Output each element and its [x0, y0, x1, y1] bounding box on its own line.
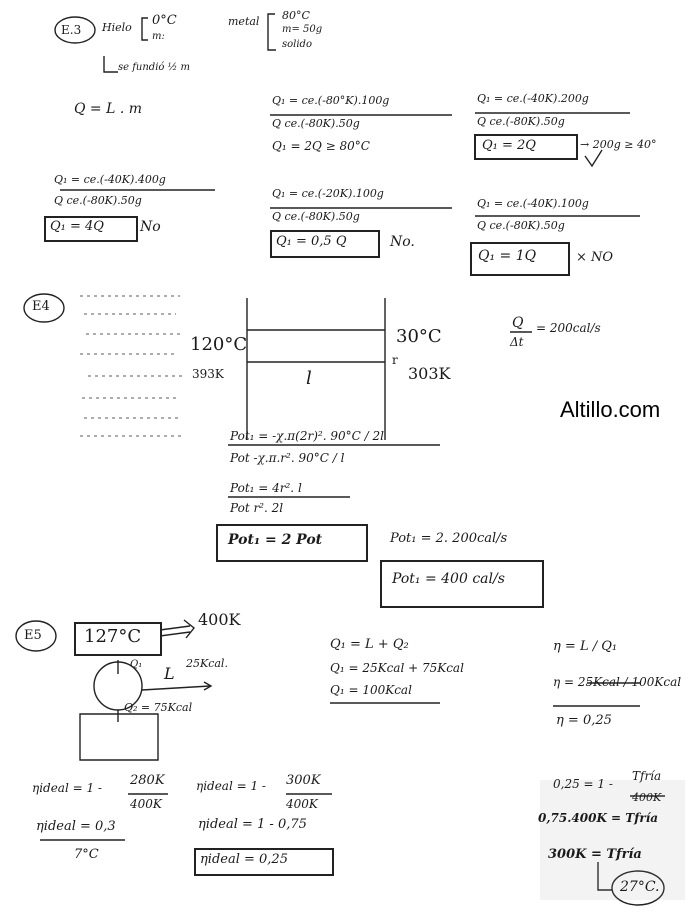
e5-ideal2-bot: 400K [286, 797, 318, 811]
e5-q1-label: Q₁ [130, 659, 143, 670]
e5-eq2: Q₁ = 25Kcal + 75Kcal [330, 661, 464, 675]
e4-p5: Pot₁ = 400 cal/s [392, 571, 505, 587]
e4-p3: Pot₁ = 2 Pot [228, 532, 323, 548]
e5-q2-val: Q₂ = 75Kcal [124, 701, 193, 714]
e4-t-left: 120°C [190, 334, 248, 355]
e3-c1b-no: No. [390, 234, 415, 250]
e3-label: E.3 [61, 23, 82, 37]
e5-l-val: 25Kcal. [186, 657, 228, 670]
e4-rate-num: Q [512, 315, 524, 331]
e4-p4: Pot₁ = 2. 200cal/s [390, 531, 508, 546]
e4-k-left: 393K [192, 367, 224, 381]
e5-ideal2-step: ηideal = 1 - 0,75 [198, 817, 307, 832]
e5-eq1: Q₁ = L + Q₂ [330, 637, 409, 652]
e5-r1-pre: 0,25 = 1 - [553, 777, 613, 791]
e3-c2-side: → 200g ≥ 40° [580, 138, 657, 151]
e5-eq3: Q₁ = 100Kcal [330, 683, 412, 697]
e3-c1-result: Q₁ = 2Q ≥ 80°C [272, 139, 370, 153]
e3-c1b-frac-bot: Q ce.(-80K).50g [272, 210, 360, 223]
e3-se-fundio: se fundió ½ m [118, 62, 190, 73]
e3-hielo-label: Hielo [102, 21, 132, 34]
e5-r1-bot: 400K [632, 791, 662, 804]
e5-r3: 300K = Tfría [548, 847, 642, 862]
e4-p2-num: Pot₁ = 4r². l [230, 481, 302, 495]
e5-ideal1-pre: ηideal = 1 - [32, 781, 102, 795]
e4-r-label: r [392, 353, 398, 367]
e5-ideal1-res: ηideal = 0,3 [36, 819, 116, 834]
e3-left-frac-top: Q₁ = ce.(-40K).400g [54, 173, 166, 186]
e5-l-label: L [164, 664, 175, 683]
e5-eta1: η = L / Q₁ [553, 639, 618, 654]
e3-left-no: No [140, 219, 161, 235]
e4-rate-den: Δt [510, 335, 524, 349]
e5-r4: 27°C. [620, 879, 660, 895]
e3-left-frac-bot: Q ce.(-80K).50g [54, 194, 142, 207]
e5-ideal1-top: 280K [130, 773, 165, 788]
e3-metal-state: solido [282, 39, 312, 50]
e3-c1-frac-top: Q₁ = ce.(-80°K).100g [272, 94, 390, 107]
e3-metal-label: metal [228, 15, 260, 28]
e5-ideal2-pre: ηideal = 1 - [196, 779, 266, 793]
e5-ideal2-top: 300K [286, 773, 321, 788]
e3-c1b-result: Q₁ = 0,5 Q [276, 234, 347, 249]
e3-metal-temp: 80°C [282, 9, 310, 22]
e3-q-eq: Q = L . m [74, 101, 143, 117]
e3-metal-m: m= 50g [282, 24, 323, 35]
e3-c2b-no: × NO [576, 250, 614, 265]
e3-c2b-result: Q₁ = 1Q [478, 248, 537, 264]
e4-t-right: 30°C [396, 326, 442, 347]
e5-eta2: η = 25Kcal / 100Kcal [553, 675, 682, 689]
e4-rate-val: = 200cal/s [536, 321, 601, 335]
e5-ideal1-bot: 400K [130, 797, 162, 811]
e4-p1-den: Pot -χ.π.r². 90°C / l [230, 451, 345, 465]
e4-p1-num: Pot₁ = -χ.π(2r)². 90°C / 2l [230, 429, 384, 443]
e3-c2b-frac-top: Q₁ = ce.(-40K).100g [477, 197, 589, 210]
e3-left-result: Q₁ = 4Q [50, 219, 104, 234]
e5-ideal1-note: 7°C [74, 847, 99, 862]
e3-hielo-m: m: [152, 31, 165, 42]
e4-label: E4 [32, 299, 50, 314]
e5-hot-temp: 127°C [84, 626, 142, 647]
e4-k-right: 303K [408, 364, 451, 383]
e3-c1-frac-bot: Q ce.(-80K).50g [272, 117, 360, 130]
e5-r2: 0,75.400K = Tfría [538, 811, 659, 825]
e4-p2-den: Pot r². 2l [230, 501, 284, 515]
e5-ideal2-res: ηideal = 0,25 [200, 852, 288, 867]
e5-eta3: η = 0,25 [556, 713, 612, 728]
e3-c2-frac-top: Q₁ = ce.(-40K).200g [477, 92, 589, 105]
e3-c1b-frac-top: Q₁ = ce.(-20K).100g [272, 187, 384, 200]
e5-hot-k: 400K [198, 610, 241, 629]
e3-hielo-temp: 0°C [152, 13, 177, 28]
e3-c2-frac-bot: Q ce.(-80K).50g [477, 115, 565, 128]
e4-l-label: l [306, 368, 312, 389]
watermark: Altillo.com [560, 397, 661, 422]
e5-r1-top: Tfría [632, 769, 662, 783]
e5-label: E5 [24, 628, 42, 643]
e3-c2-result: Q₁ = 2Q [482, 138, 536, 153]
e3-c2b-frac-bot: Q ce.(-80K).50g [477, 219, 565, 232]
